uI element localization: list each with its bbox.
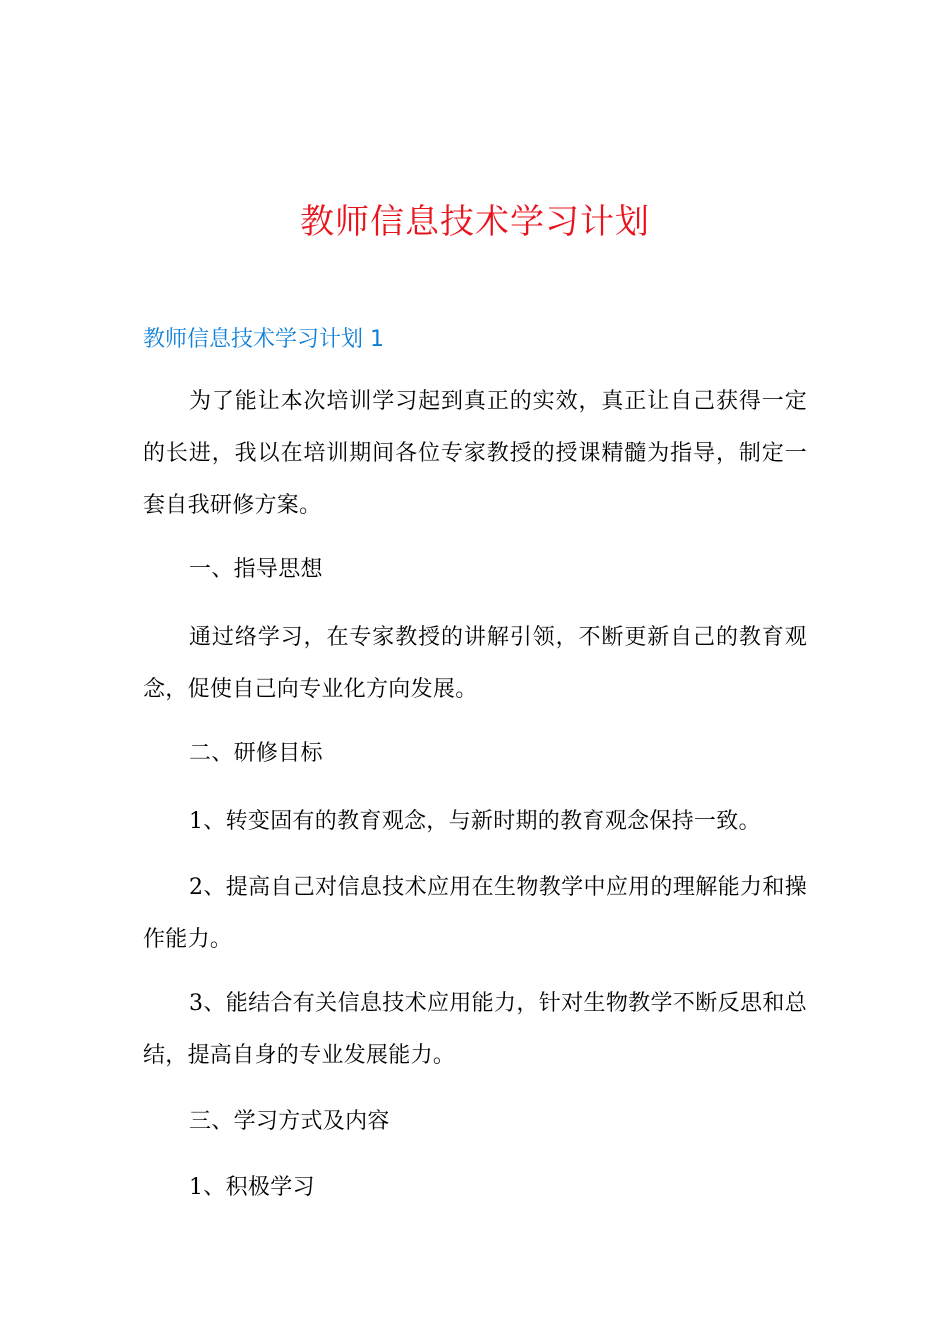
paragraph-intro: 为了能让本次培训学习起到真正的实效，真正让自己获得一定的长进，我以在培训期间各位专家教授的授课精髓为指导，制定一套自我研修方案。 — [143, 389, 807, 518]
goal-item-2: 2、提高自己对信息技术应用在生物教学中应用的理解能力和操作能力。 — [143, 875, 807, 952]
goal-item-3: 3、能结合有关信息技术应用能力，针对生物教学不断反思和总结，提高自身的专业发展能力。 — [143, 991, 807, 1068]
goal-item-1: 1、转变固有的教育观念，与新时期的教育观念保持一致。 — [189, 809, 761, 834]
heading-study-goals: 二、研修目标 — [189, 741, 323, 766]
section-heading: 教师信息技术学习计划 1 — [143, 327, 384, 352]
paragraph-guiding-ideology: 通过络学习，在专家教授的讲解引领，不断更新自己的教育观念，促使自己向专业化方向发展。 — [143, 625, 807, 702]
heading-study-methods: 三、学习方式及内容 — [189, 1109, 390, 1134]
method-item-1: 1、积极学习 — [189, 1175, 315, 1200]
heading-guiding-ideology: 一、指导思想 — [189, 557, 323, 582]
document-title: 教师信息技术学习计划 — [300, 202, 650, 242]
